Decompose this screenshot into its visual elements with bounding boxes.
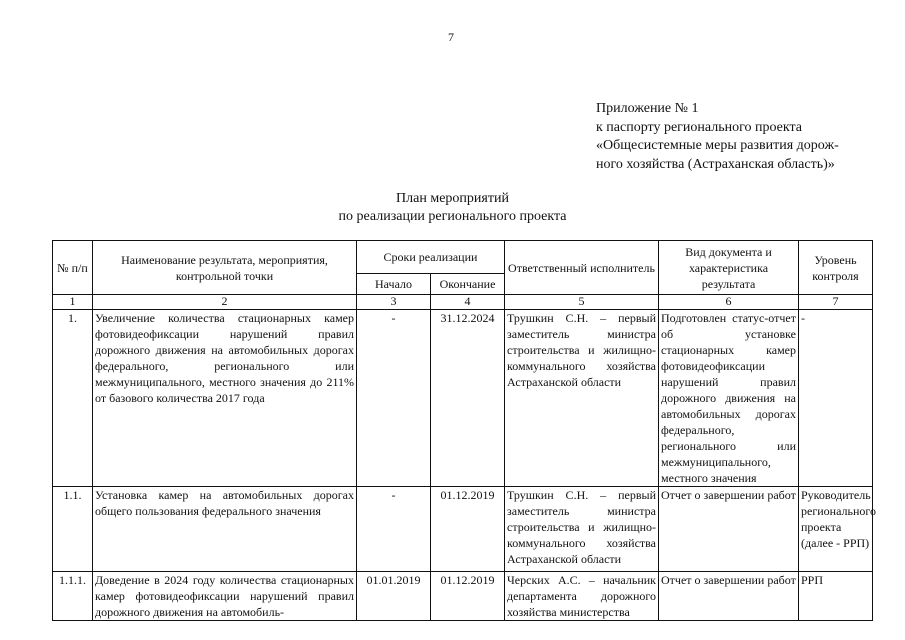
row-doc: Подготовлен статус-отчет об установке стационарных камер фотовидеофиксации нарушений правил дорожного движения на автомобильных дорогах федерального, регионального или межмуниципального, местного значения bbox=[659, 310, 799, 487]
row-start: - bbox=[357, 487, 431, 572]
header-end: Окончание bbox=[431, 274, 505, 295]
header-level: Уровень контроля bbox=[799, 241, 873, 295]
row-num: 1.1. bbox=[53, 487, 93, 572]
table-row bbox=[53, 310, 873, 487]
index-cell: 7 bbox=[799, 295, 873, 310]
appendix-caption bbox=[596, 100, 839, 174]
row-name: Установка камер на автомобильных дорогах общего пользования федерального значения bbox=[93, 487, 357, 572]
header-terms: Сроки реализации bbox=[357, 241, 505, 274]
row-doc: Отчет о завершении работ bbox=[659, 487, 799, 572]
plan-title-line1: План мероприятий bbox=[396, 191, 509, 206]
index-cell: 5 bbox=[505, 295, 659, 310]
index-cell: 1 bbox=[53, 295, 93, 310]
appendix-line: ного хозяйства (Астраханская область)» bbox=[596, 156, 835, 172]
appendix-line: к паспорту регионального проекта bbox=[596, 119, 802, 135]
index-cell: 3 bbox=[357, 295, 431, 310]
table-index-row bbox=[53, 295, 873, 310]
row-name: Увеличение количества стационарных камер фотовидеофиксации нарушений правил дорожного движения на автомобильных дорогах федерального, регионального или межмуниципального, местного значения до 211% от базового количества 2017 года bbox=[93, 310, 357, 487]
row-end: 31.12.2024 bbox=[431, 310, 505, 487]
row-responsible: Трушкин С.Н. – первый заместитель министра строительства и жилищно-коммунального хозяйства Астраханской области bbox=[505, 487, 659, 572]
plan-title-line2: по реализации регионального проекта bbox=[338, 209, 567, 224]
row-responsible: Черских А.С. – начальник департамента дорожного хозяйства министерства bbox=[505, 572, 659, 621]
table-header-row bbox=[53, 241, 873, 274]
row-level: - bbox=[799, 310, 873, 487]
header-num: № п/п bbox=[53, 241, 93, 295]
row-end: 01.12.2019 bbox=[431, 487, 505, 572]
row-num: 1.1.1. bbox=[53, 572, 93, 621]
header-start: Начало bbox=[357, 274, 431, 295]
index-cell: 4 bbox=[431, 295, 505, 310]
index-cell: 2 bbox=[93, 295, 357, 310]
header-doc: Вид документа и характеристика результата bbox=[659, 241, 799, 295]
plan-table bbox=[52, 240, 877, 621]
row-doc: Отчет о завершении работ bbox=[659, 572, 799, 621]
header-responsible: Ответственный исполнитель bbox=[505, 241, 659, 295]
appendix-line: «Общесистемные меры развития дорож- bbox=[596, 138, 839, 153]
table-row bbox=[53, 487, 873, 572]
row-name: Доведение в 2024 году количества стационарных камер фотовидеофиксации нарушений правил дорожного движения на автомобиль- bbox=[93, 572, 357, 621]
row-num: 1. bbox=[53, 310, 93, 487]
index-cell: 6 bbox=[659, 295, 799, 310]
row-level: РРП bbox=[799, 572, 873, 621]
row-end: 01.12.2019 bbox=[431, 572, 505, 621]
plan-title bbox=[0, 190, 905, 226]
row-start: - bbox=[357, 310, 431, 487]
row-level: Руководитель регионального проекта (далее - РРП) bbox=[799, 487, 873, 572]
table-row bbox=[53, 572, 873, 621]
row-start: 01.01.2019 bbox=[357, 572, 431, 621]
header-name: Наименование результата, мероприятия, контрольной точки bbox=[93, 241, 357, 295]
page-number: 7 bbox=[448, 30, 454, 44]
appendix-line: Приложение № 1 bbox=[596, 101, 699, 116]
row-responsible: Трушкин С.Н. – первый заместитель министра строительства и жилищно-коммунального хозяйства Астраханской области bbox=[505, 310, 659, 487]
